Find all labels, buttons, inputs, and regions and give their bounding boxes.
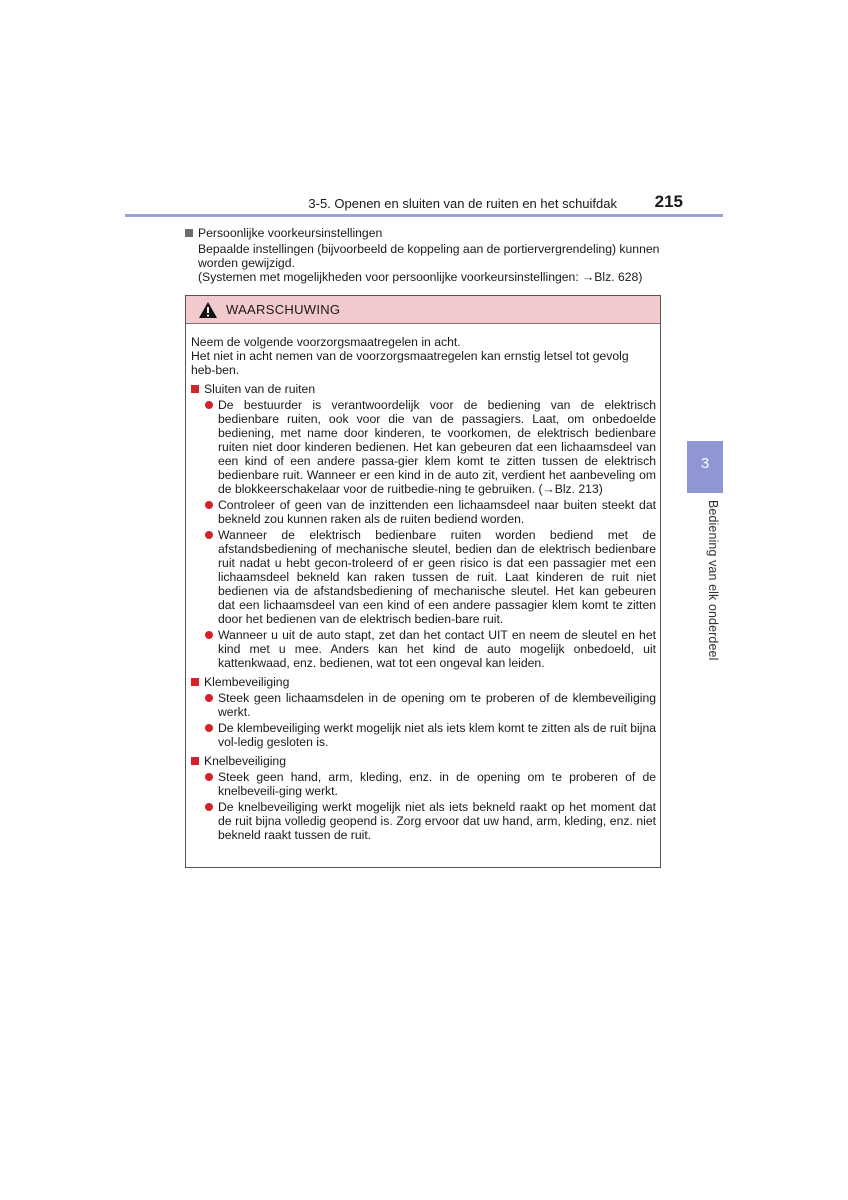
chapter-tab-label: Bediening van elk onderdeel <box>706 500 720 661</box>
warning-lead: Het niet in acht nemen van de voorzorgsmaatregelen kan ernstig letsel tot gevolg heb-ben. <box>191 349 629 377</box>
warning-triangle-icon <box>198 301 218 319</box>
red-square-icon <box>191 678 199 686</box>
red-dot-icon <box>205 531 213 539</box>
red-square-icon <box>191 385 199 393</box>
warning-body <box>186 324 660 842</box>
red-dot-icon <box>205 773 213 781</box>
warning-section-title: Klembeveiliging <box>191 675 656 689</box>
warning-title: WAARSCHUWING <box>226 302 341 317</box>
intro-text: Bepaalde instellingen (bijvoorbeeld de koppeling aan de portiervergrendeling) kunnen worden gewijzigd. <box>198 242 660 270</box>
intro-title-row <box>185 226 665 240</box>
red-dot-icon <box>205 724 213 732</box>
list-item: Steek geen lichaamsdelen in de opening om te proberen of de klembeveiliging werkt. <box>205 691 656 719</box>
intro-section <box>185 226 665 284</box>
warning-section-title: Sluiten van de ruiten <box>191 382 656 396</box>
warning-lead: Neem de volgende voorzorgsmaatregelen in acht. <box>191 335 461 349</box>
chapter-title: 3-5. Openen en sluiten van de ruiten en het schuifdak <box>308 196 617 211</box>
page-number: 215 <box>654 192 683 211</box>
list-item: Controleer of geen van de inzittenden een lichaamsdeel naar buiten steekt dat bekneld zou kunnen raken als de ruiten bediend worden. <box>205 498 656 526</box>
red-dot-icon <box>205 631 213 639</box>
red-dot-icon <box>205 803 213 811</box>
intro-title: Persoonlijke voorkeursinstellingen <box>198 226 383 240</box>
warning-box <box>185 295 661 868</box>
warning-header <box>186 296 660 324</box>
page-header <box>125 190 723 216</box>
header-rule <box>125 214 723 217</box>
red-dot-icon <box>205 401 213 409</box>
list-item: Wanneer u uit de auto stapt, zet dan het contact UIT en neem de sleutel en het kind met u mee. Anders kan het kind de auto mogelijk onbedoeld, uit kattenkwaad, enz. bedienen, wat tot een ongeval kan leiden. <box>205 628 656 670</box>
list-item: De knelbeveiliging werkt mogelijk niet als iets bekneld raakt op het moment dat de ruit bijna volledig geopend is. Zorg ervoor dat uw hand, arm, kleding, enz. niet bekneld raakt tussen de ruit. <box>205 800 656 842</box>
intro-reference: (Systemen met mogelijkheden voor persoonlijke voorkeursinstellingen: →Blz. 628) <box>198 270 643 284</box>
list-item: Steek geen hand, arm, kleding, enz. in de opening om te proberen of de knelbeveili-ging werkt. <box>205 770 656 798</box>
red-dot-icon <box>205 501 213 509</box>
red-dot-icon <box>205 694 213 702</box>
chapter-tab[interactable]: 3 <box>687 441 723 493</box>
grey-square-icon <box>185 229 193 237</box>
list-item: Wanneer de elektrisch bedienbare ruiten worden bediend met de afstandsbediening of mechanische sleutel, bedien dan de elektrisch bedienbare ruit nadat u hebt gecon-troleerd of er geen risico is dat een passagier met een lichaamsdeel bekneld kan raken tussen de ruit. Laat kinderen de ruit niet bedienen via de afstandsbediening of mechanische sleutel. Het kan gebeuren dat een lichaamsdeel van een kind of een andere passagier klem komt te zitten door het bedienen van de elektrisch bedien-bare ruit. <box>205 528 656 626</box>
warning-section-title: Knelbeveiliging <box>191 754 656 768</box>
list-item: De klembeveiliging werkt mogelijk niet als iets klem komt te zitten als de ruit bijna vol-ledig gesloten is. <box>205 721 656 749</box>
red-square-icon <box>191 757 199 765</box>
list-item: De bestuurder is verantwoordelijk voor de bediening van de elektrisch bedienbare ruiten, ook voor die van de passagiers. Laat, om onbedoelde bediening, met name door kinderen, te voorkomen, de elektrisch bedienbare ruiten niet door kinderen bedienen. Het kan gebeuren dat een lichaamsdeel van een kind of een andere passa-gier klem komt te zitten tussen de elektrisch bedienbare ruit. Wanneer er een kind in de auto zit, verdient het aanbeveling om de blokkeerschakelaar voor de ruitbedie-ning te gebruiken. (→Blz. 213) <box>205 398 656 496</box>
